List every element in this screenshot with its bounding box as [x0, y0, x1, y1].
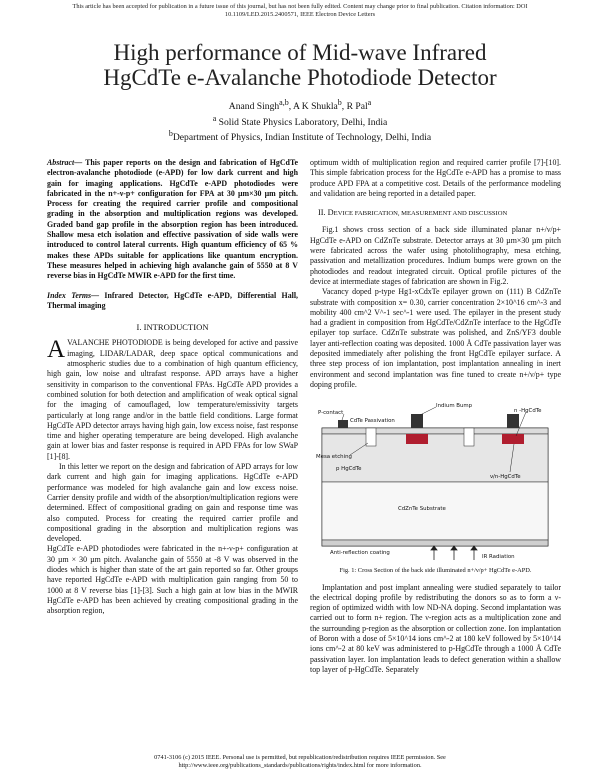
intro-paragraph-1: AVALANCHE PHOTODIODE is being developed for active and passive imaging, LIDAR/LADAR, deep space optical communications and atmospheric studies due to a combination of high quantum efficiency, high gain, low noise and ultrafast response. APD arrays have a higher sensitivity in comparison to the conventional FPAs. HgCdTe APD provides a combined solution for both detection and amplification of weak optical signal for the imaging of camouflaged, low temperature/emissivity targets particularly at long range and/or in the battle field conditions. Large format HgCdTe APD detector arrays having high gain, low excess noise, fast response time and higher operating temperature are being developed. High avalanche gain at lower bias and faster response is required in APD FPAs for low SWaP [1]-[8]. [47, 336, 298, 461]
n-region-1 [406, 434, 428, 444]
label-indium-bump: Indium Bump [436, 403, 473, 410]
intro-paragraph-3: HgCdTe e-APD photodiodes were fabricated in the n+-ν-p+ configuration at 30 µm × 30 µm pitch. Avalanche gain of 5550 at -8 V was observed in the diodes which is higher than state of the art gain reported so far. Other groups have reported HgCdTe e-APD with multiplication gain ranging from 50 to 1000 at 8 V reverse bias [1]-[3]. Such a high gain at low bias in the MWIR HgCdTe e-APD has been achieved by creating compositional grading in the absorption region, [47, 544, 298, 616]
mesa-etch-notch-2 [464, 428, 474, 446]
n-region-2 [502, 434, 524, 444]
label-ir-radiation: IR Radiation [482, 554, 515, 561]
section-heading-fabrication: II. DEVICE FABRICATION, MEASUREMENT AND DISCUSSION [318, 208, 508, 218]
fabrication-paragraph-1: Fig.1 shows cross section of a back side illuminated planar n+/ν/p+ HgCdTe e-APD on CdZnTe substrate. Detector arrays at 30 µm×30 µm pitch were fabricated across the wafer using photolithography, mesa etching, passivation and metallization procedures. Indium bumps were grown on the photodiodes and readout integrated circuit. Optical profile pictures of the device at intermediate stages of fabrication are shown in Fig.2. [310, 225, 561, 286]
drop-cap: A [47, 336, 66, 364]
left-column [47, 158, 298, 616]
fabrication-paragraph-2: Vacancy doped p-type Hg1-xCdxTe epilayer grown on (111) B CdZnTe substrate with composition x= 0.30, carrier concentration 2×10^16 cm^-3 and mobility 400 cm^2 V^-1 sec^-1 were used. The epilayer in the present study had a gradient in composition from HgCdTe/CdZnTe interface to the HgCdTe epilayer top surface. CdZnTe substrate was polished, and ZnS/YF3 double layer anti-reflection coating was deposited. 1000 Å CdTe passivation layer was deposited immediately after polishing the front HgCdTe epilayer surface. A three step process of ion implantation, post implantation annealing in inert environment and second implantation was fine tuned to create n+/ν/p+ type doping profile. [310, 287, 561, 389]
index-terms: Index Terms— Infrared Detector, HgCdTe e-APD, Differential Hall, Thermal imaging [47, 290, 298, 310]
prepublication-notice [0, 3, 600, 19]
paper-title [0, 40, 600, 90]
footer-line-1: 0741-3106 (c) 2015 IEEE. Personal use is permitted, but republication/redistribution requires IEEE permission. See [154, 754, 446, 761]
figure-1-cross-section [314, 398, 554, 563]
right-paragraph-implantation: Implantation and post implant annealing were studied separately to tailor the electrical doping profile by redistributing the donors so as to form a ν-region of optimized width with low ND-NA doping. Second implantation was carried out to form n+ region. The ν-region acts as a multiplication zone and the surrounding p-region as the absorption or collection zone. Ion implantation of Boron with a dose of 5×10^14 ions cm^-2 at 180 keV followed by 5×10^14 ions cm^-2 at 80 keV was administered to p-HgCdTe through a 1000 Å CdTe passivation layer. Ion implantation leads to defect generation within a shallow top layer of p-HgCdTe. Separately [310, 582, 561, 674]
affiliation-2: $^b$Department of Physics, Indian Institute of Technology, Delhi, India [168, 129, 432, 144]
anti-reflection-coating [322, 540, 548, 546]
figure-1-caption: Fig. 1: Cross Section of the back side illuminated n+/ν/p+ HgCdTe e-APD. [339, 567, 532, 575]
p-contact-metal [338, 420, 348, 428]
intro-paragraph-2: In this letter we report on the design and fabrication of APD arrays for low dark current and high gain for imaging applications. HgCdTe e-APD performance was modeled for high avalanche gain and low excess noise. Carrier density profile and width of the absorption/multiplication regions were determined. Effect of compositional grading on gain and response time was also computed. Process for creating the required carrier profile and compositional grading in the absorption and multiplication regions was developed. [47, 462, 298, 544]
title-line-2: HgCdTe e-Avalanche Photodiode Detector [103, 65, 497, 90]
label-arc: Anti-reflection coating [330, 550, 390, 557]
title-line-1: High performance of Mid-wave Infrared [113, 40, 487, 65]
label-substrate: CdZnTe Substrate [398, 506, 446, 513]
label-p-hgcdte: p HgCdTe [336, 466, 362, 473]
notice-line-1: This article has been accepted for publication in a future issue of this journal, but has not been fully edited. Content may change prior to final publication. Citation information: DOI [72, 3, 528, 10]
footer-line-2: http://www.ieee.org/publications_standards/publications/rights/index.html for more information. [178, 762, 422, 769]
indium-bump-1 [411, 414, 423, 428]
author-names: Anand Singh$^{a,b}$, A K Shukla$^b$, R Pal$^a$ [228, 98, 372, 113]
abstract: Abstract— This paper reports on the design and fabrication of HgCdTe electron-avalanche photodiode (e-APD) for low dark current and high gain for imaging applications. HgCdTe e-APD photodiodes were fabricated in the n+-ν-p+ configuration for FPA at 30 µm×30 µm pitch. Process for creating the required carrier profile and compositional grading in the absorption and multiplication regions was developed. Graded band gap profile in the absorption region has been introduced. Shallow mesa etch isolation and effective passivation of side walls were introduced to control lateral currents. High quantum efficiency of 65 % makes these APDs suitable for applications like quantum encryption. These measures helped in achieving high avalanche gain of 5550 at 8 V reverse bias in HgCdTe MWIR e-APD for the first time. [47, 158, 298, 281]
ir-radiation-arrows [431, 546, 477, 560]
affiliation-1: $^a$ Solid State Physics Laboratory, Delhi, India [212, 113, 388, 128]
label-nu-n-hgcdte: ν/n-HgCdTe [490, 474, 521, 481]
label-n-hgcdte: n -HgCdTe [514, 408, 542, 415]
label-mesa-etching: Mesa etching [316, 454, 352, 461]
right-column [310, 158, 561, 675]
label-p-contact: P-contact [318, 410, 344, 417]
section-heading-introduction: I. INTRODUCTION [136, 322, 209, 333]
copyright-footer [0, 754, 600, 770]
label-cdte-passivation: CdTe Passivation [350, 418, 395, 425]
cdte-passivation-layer [322, 428, 548, 434]
right-paragraph-1: optimum width of multiplication region and required carrier profile [7]-[10]. This simple fabrication process for the HgCdTe e-APD has a promise to mass produce APD FPA at a competitive cost. Details of the performance modeling and validation are being reported in a detailed paper. [310, 158, 561, 198]
authors-block [0, 97, 600, 144]
notice-line-2: 10.1109/LED.2015.2400571, IEEE Electron Device Letters [224, 11, 376, 18]
